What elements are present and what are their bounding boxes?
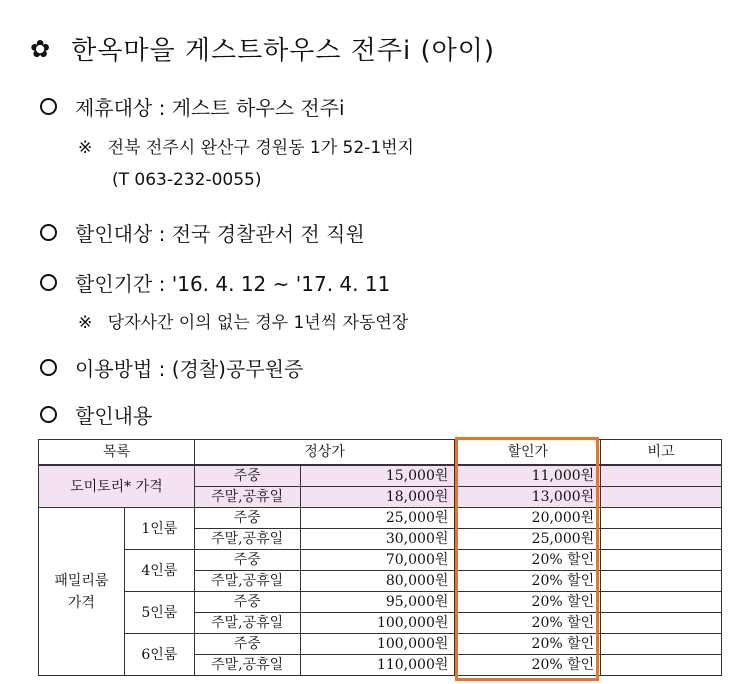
regular-price: 18,000원 (300, 487, 455, 508)
note-cell (601, 465, 722, 487)
circle-bullet-icon (40, 224, 57, 241)
room-type: 6인룸 (124, 634, 194, 676)
target-text: 할인대상 : 전국 경찰관서 전 직원 (75, 222, 365, 246)
note-cell (601, 634, 722, 655)
period-text: 할인기간 : '16. 4. 12 ~ '17. 4. 11 (75, 272, 391, 296)
discount-price: 20% 할인 (455, 613, 601, 634)
regular-price: 100,000원 (300, 634, 455, 655)
day-cell: 주말,공휴일 (194, 529, 300, 550)
discount-price: 25,000원 (455, 529, 601, 550)
header-regular: 정상가 (194, 440, 455, 466)
table-row (39, 634, 722, 655)
day-cell: 주중 (194, 508, 300, 529)
regular-price: 100,000원 (300, 613, 455, 634)
room-type: 5인룸 (124, 592, 194, 634)
day-cell: 주중 (194, 634, 300, 655)
day-cell: 주말,공휴일 (194, 655, 300, 676)
note-cell (601, 613, 722, 634)
regular-price: 95,000원 (300, 592, 455, 613)
header-category: 목록 (39, 440, 195, 466)
day-cell: 주중 (194, 592, 300, 613)
regular-price: 15,000원 (300, 465, 455, 487)
note-cell (601, 550, 722, 571)
title-text: 한옥마을 게스트하우스 전주i (아이) (71, 36, 496, 66)
regular-price: 70,000원 (300, 550, 455, 571)
discount-table (38, 439, 722, 676)
circle-bullet-icon (40, 274, 57, 291)
note-cell (601, 487, 722, 508)
room-type: 1인룸 (124, 508, 194, 550)
regular-price: 30,000원 (300, 529, 455, 550)
address-note (78, 133, 414, 158)
note-cell (601, 592, 722, 613)
circle-bullet-icon (40, 359, 57, 376)
discount-price: 20% 할인 (455, 592, 601, 613)
note-cell (601, 508, 722, 529)
discount-price: 20% 할인 (455, 571, 601, 592)
period-note (78, 308, 408, 333)
day-cell: 주중 (194, 550, 300, 571)
note-mark: ※ (78, 138, 93, 158)
note-cell (601, 655, 722, 676)
flower-icon: ✿ (30, 34, 52, 63)
circle-bullet-icon (40, 406, 57, 423)
discount-price: 11,000원 (455, 465, 601, 487)
table-row (39, 465, 722, 487)
contents-line (40, 400, 152, 429)
partner-line (40, 92, 345, 121)
header-discount: 할인가 (455, 440, 601, 466)
discount-price: 20,000원 (455, 508, 601, 529)
address-text: 전북 전주시 완산구 경원동 1가 52-1번지 (107, 138, 414, 158)
note-cell (601, 571, 722, 592)
discount-price: 20% 할인 (455, 634, 601, 655)
day-cell: 주말,공휴일 (194, 613, 300, 634)
usage-line (40, 353, 303, 382)
table-row (39, 592, 722, 613)
room-type: 4인룸 (124, 550, 194, 592)
header-note: 비고 (601, 440, 722, 466)
day-cell: 주말,공휴일 (194, 571, 300, 592)
page-title (30, 30, 495, 67)
family-label (39, 508, 125, 676)
day-cell: 주말,공휴일 (194, 487, 300, 508)
note-mark: ※ (78, 313, 93, 333)
discount-price: 13,000원 (455, 487, 601, 508)
regular-price: 25,000원 (300, 508, 455, 529)
family-label-line2: 가격 (67, 594, 95, 611)
phone-text: (T 063-232-0055) (112, 170, 262, 190)
note-cell (601, 529, 722, 550)
regular-price: 110,000원 (300, 655, 455, 676)
usage-text: 이용방법 : (경찰)공무원증 (75, 357, 304, 381)
circle-bullet-icon (40, 98, 57, 115)
table-row (39, 550, 722, 571)
target-line (40, 218, 365, 247)
regular-price: 80,000원 (300, 571, 455, 592)
day-cell: 주중 (194, 465, 300, 487)
period-note-text: 당자사간 이의 없는 경우 1년씩 자동연장 (107, 313, 409, 333)
contents-text: 할인내용 (75, 404, 153, 428)
table-header-row (39, 440, 722, 466)
discount-price: 20% 할인 (455, 550, 601, 571)
discount-price: 20% 할인 (455, 655, 601, 676)
dorm-label: 도미토리* 가격 (39, 465, 195, 508)
period-line (40, 268, 390, 297)
family-label-line1: 패밀리룸 (54, 572, 109, 589)
partner-text: 제휴대상 : 게스트 하우스 전주i (75, 96, 345, 120)
table-row (39, 508, 722, 529)
